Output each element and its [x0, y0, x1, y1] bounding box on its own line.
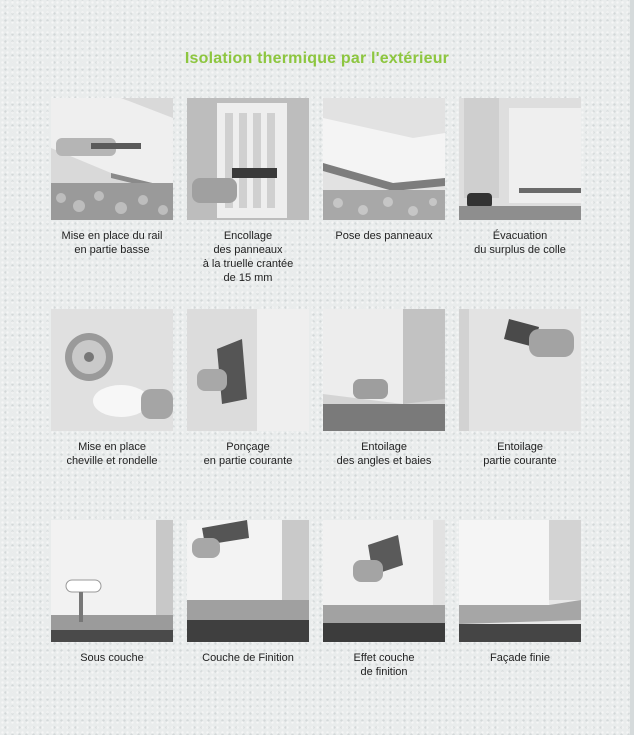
- panel-laying-photo: [323, 98, 445, 220]
- step-caption: Effet couche de finition: [353, 652, 415, 678]
- step-caption: Sous couche: [80, 652, 144, 664]
- step-caption: Couche de Finition: [202, 652, 294, 664]
- page-title: Isolation thermique par l'extérieur: [184, 50, 450, 67]
- step-caption: Entoilage des angles et baies: [336, 441, 432, 467]
- step-caption: Mise en place du rail en partie basse: [61, 230, 163, 256]
- step-caption: Façade finie: [490, 652, 550, 664]
- rail-installation-photo: [51, 98, 173, 220]
- step-caption: Encollage des panneaux à la truelle crantée de 15 mm: [202, 230, 294, 284]
- glue-removal-photo: [459, 98, 581, 220]
- finished-facade-photo: [459, 520, 581, 642]
- step-caption: Mise en place cheville et rondelle: [66, 441, 158, 467]
- step-caption: Pose des panneaux: [335, 230, 433, 242]
- step-caption: Évacuation du surplus de colle: [474, 230, 566, 256]
- panel-gluing-photo: [187, 98, 309, 220]
- corner-mesh-photo: [323, 309, 445, 431]
- anchor-washer-photo: [51, 309, 173, 431]
- step-caption: Ponçage en partie courante: [203, 441, 293, 467]
- step-caption: Entoilage partie courante: [483, 441, 557, 467]
- finish-coat-photo: [187, 520, 309, 642]
- undercoat-photo: [51, 520, 173, 642]
- page-edge: [630, 0, 634, 735]
- sanding-photo: [187, 309, 309, 431]
- mesh-application-photo: [459, 309, 581, 431]
- finish-effect-photo: [323, 520, 445, 642]
